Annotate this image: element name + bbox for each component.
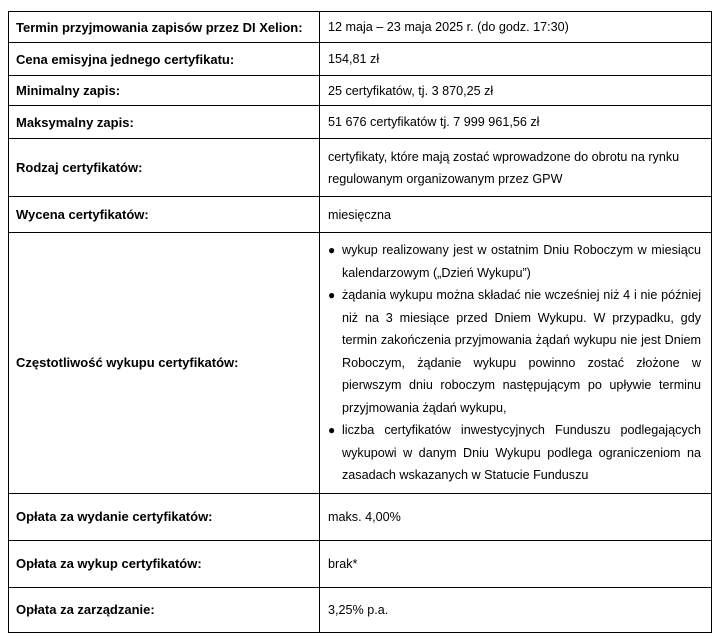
table-row xyxy=(9,587,712,632)
row-label: Cena emisyjna jednego certyfikatu: xyxy=(9,43,320,76)
offer-terms-table xyxy=(8,11,712,633)
row-label: Maksymalny zapis: xyxy=(9,106,320,139)
row-value: 154,81 zł xyxy=(320,43,712,76)
row-label: Minimalny zapis: xyxy=(9,76,320,106)
table-row xyxy=(9,12,712,43)
list-item xyxy=(328,239,701,284)
list-item-text: żądania wykupu można składać nie wcześniej niż 4 i nie później niż na 3 miesiące przed Dniem Wykupu. W przypadku, gdy termin zakończenia przyjmowania żądań wykupu nie jest Dniem Roboczym, żądanie wykupu powinno zostać złożone w pierwszym dniu roboczym następującym po upływie terminu przyjmowania żądań wykupu, xyxy=(342,288,701,415)
row-value: 25 certyfikatów, tj. 3 870,25 zł xyxy=(320,76,712,106)
row-label: Opłata za zarządzanie: xyxy=(9,587,320,632)
table-row xyxy=(9,540,712,587)
row-value: 12 maja – 23 maja 2025 r. (do godz. 17:30) xyxy=(320,12,712,43)
row-value-list xyxy=(320,233,712,494)
table-row xyxy=(9,493,712,540)
row-value: certyfikaty, które mają zostać wprowadzone do obrotu na rynku regulowanym organizowanym przez GPW xyxy=(320,139,712,197)
bullet-dot-icon: ● xyxy=(328,288,336,302)
row-value: 3,25% p.a. xyxy=(320,587,712,632)
row-value: brak* xyxy=(320,540,712,587)
table-row xyxy=(9,139,712,197)
table-row xyxy=(9,43,712,76)
row-label: Opłata za wydanie certyfikatów: xyxy=(9,493,320,540)
row-label: Częstotliwość wykupu certyfikatów: xyxy=(9,233,320,494)
row-value: miesięczna xyxy=(320,197,712,233)
redemption-bullet-list xyxy=(328,239,701,487)
list-item-text: wykup realizowany jest w ostatnim Dniu Roboczym w miesiącu kalendarzowym („Dzień Wykupu”) xyxy=(342,243,701,280)
table-row xyxy=(9,197,712,233)
bullet-dot-icon: ● xyxy=(328,423,336,437)
table-row xyxy=(9,233,712,494)
row-label: Opłata za wykup certyfikatów: xyxy=(9,540,320,587)
table-row xyxy=(9,106,712,139)
row-label: Rodzaj certyfikatów: xyxy=(9,139,320,197)
bullet-dot-icon: ● xyxy=(328,243,336,257)
row-label: Wycena certyfikatów: xyxy=(9,197,320,233)
row-label: Termin przyjmowania zapisów przez DI Xelion: xyxy=(9,12,320,43)
row-value: maks. 4,00% xyxy=(320,493,712,540)
row-value: 51 676 certyfikatów tj. 7 999 961,56 zł xyxy=(320,106,712,139)
list-item xyxy=(328,419,701,487)
list-item xyxy=(328,284,701,419)
list-item-text: liczba certyfikatów inwestycyjnych Funduszu podlegających wykupowi w danym Dniu Wykupu podlega ograniczeniom na zasadach wskazanych w Statucie Funduszu xyxy=(342,423,701,482)
table-row xyxy=(9,76,712,106)
